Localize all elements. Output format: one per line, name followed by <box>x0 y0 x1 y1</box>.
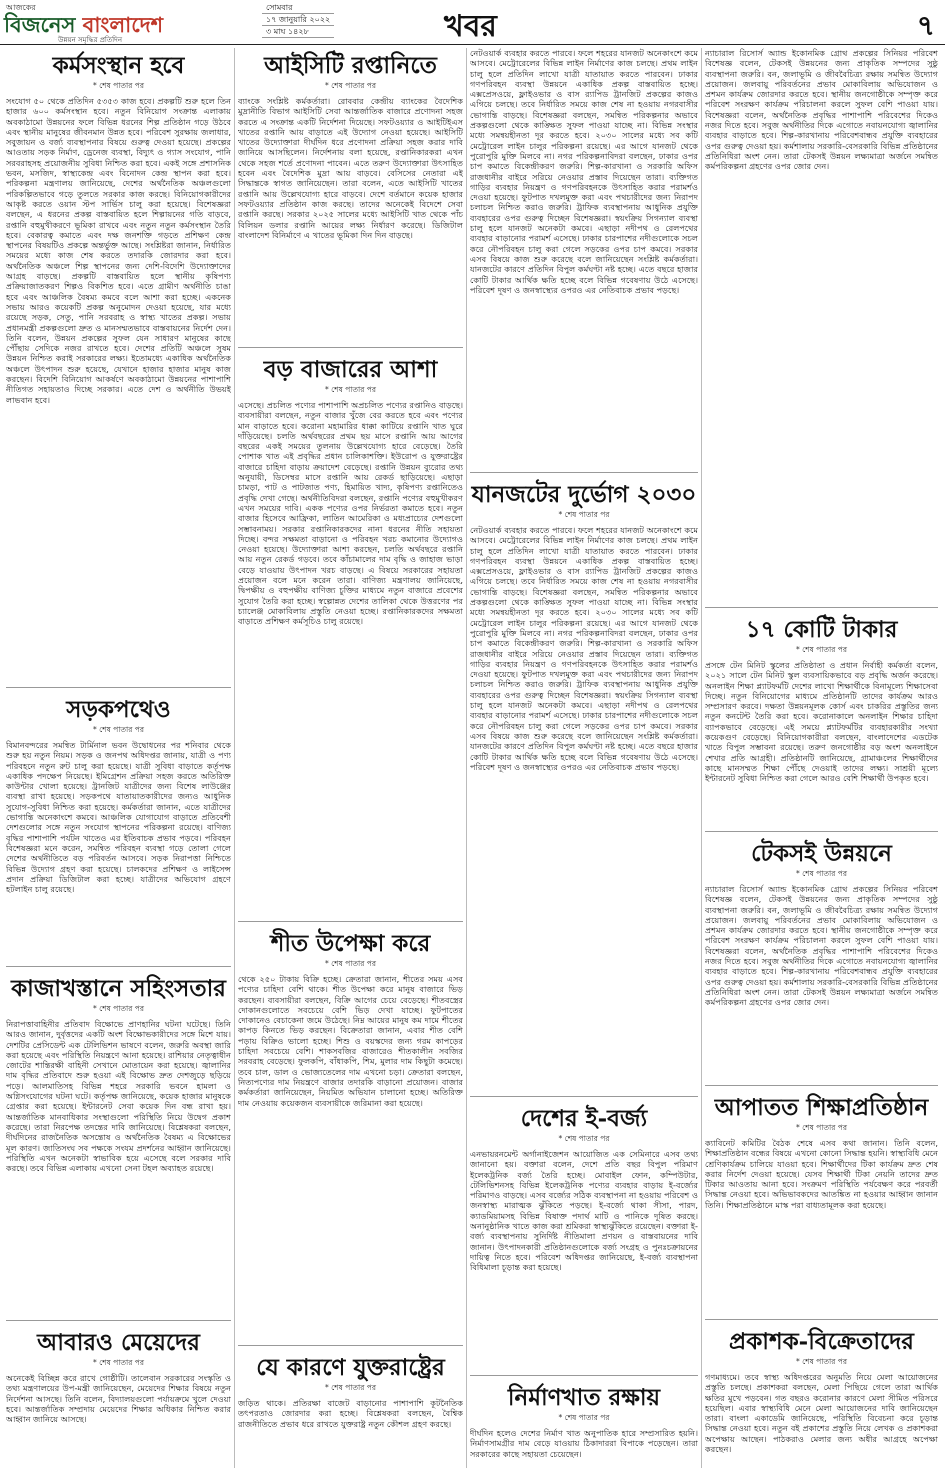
column-divider <box>701 48 702 1468</box>
headline: কর্মসংস্থান হবে <box>52 52 185 79</box>
headline: শীত উপেক্ষা করে <box>270 930 431 957</box>
continued-note: * শেষ পাতার পর <box>558 510 610 519</box>
column-2 <box>238 48 463 1468</box>
headline: যে কারণে যুক্তরাষ্ট্রের <box>256 1354 445 1381</box>
continued-note: * শেষ পাতার পর <box>93 81 144 90</box>
article-body: গণমাধ্যমে। তবে স্বাস্থ্য অধিদপ্তরের অনুমতি নিয়ে মেলা আয়োজনের প্রস্তুতি চলছে। প্রকাশকরা বলছেন, মেলা পিছিয়ে গেলে তারা আর্থিক ক্ষতির মুখে পড়বেন। গত বছরও করোনার কারণে মেলা সীমিত পরিসরে হয়েছিল। এবার স্বাস্থ্যবিধি মেনে মেলা আয়োজনের দাবি জানিয়েছেন তারা। বাংলা একাডেমি জানিয়েছে, পরিস্থিতি বিবেচনা করে চূড়ান্ত সিদ্ধান্ত নেওয়া হবে। নতুন বই প্রকাশের প্রস্তুতি নিয়ে লেখক ও প্রকাশকরা অপেক্ষায় আছেন। পাঠকরাও মেলার জন্য অধীর আগ্রহে অপেক্ষা করছেন। <box>705 1372 938 1455</box>
headline: বড় বাজারের আশা <box>263 356 438 383</box>
story-ict <box>238 48 463 343</box>
paper-name-part1: বিজনেস <box>4 12 76 37</box>
article-body: ন্যাচারাল রিসোর্স অ্যান্ড ইকোনমিক গ্রোথ প্রকল্পের সিনিয়র পরিবেশ বিশেষজ্ঞ বলেন, টেকসই উন্নয়নের জন্য প্রাকৃতিক সম্পদের সুষ্ঠু ব্যবস্থাপনা জরুরি। বন, জলাভূমি ও জীববৈচিত্র্য রক্ষায় সমন্বিত উদ্যোগ প্রয়োজন। জলবায়ু পরিবর্তনের প্রভাব মোকাবিলায় অভিযোজন ও প্রশমন কার্যক্রম জোরদার করতে হবে। স্থানীয় জনগোষ্ঠীকে সম্পৃক্ত করে পরিবেশ সংরক্ষণ কার্যক্রম পরিচালনা করলে সুফল বেশি পাওয়া যায়। বিশেষজ্ঞরা বলেন, অর্থনৈতিক প্রবৃদ্ধির পাশাপাশি পরিবেশের দিকেও নজর দিতে হবে। সবুজ অর্থনীতির দিকে এগোতে নবায়নযোগ্য জ্বালানির ব্যবহার বাড়াতে হবে। শিল্প-কারখানায় পরিবেশবান্ধব প্রযুক্তি ব্যবহারের ওপর গুরুত্ব দেওয়া হয়। কর্মশালায় সরকারি-বেসরকারি বিভিন্ন প্রতিষ্ঠানের প্রতিনিধিরা অংশ নেন। তারা টেকসই উন্নয়ন লক্ষ্যমাত্রা অর্জনে সমন্বিত কর্মপরিকল্পনা গ্রহণের ওপর জোর দেন। <box>705 884 938 1008</box>
continued-note: * শেষ পাতার পর <box>325 81 376 90</box>
masthead <box>0 0 945 45</box>
story-sheet <box>238 926 463 1341</box>
headline: কাজাখস্তানে সহিংসতার <box>11 975 226 1002</box>
divider <box>470 472 698 473</box>
paper-name-part2: বাংলাদেশ <box>82 12 164 37</box>
paper-tagline: উন্নয়ন সমৃদ্ধির প্রতিদিন <box>58 36 123 44</box>
divider <box>705 831 938 832</box>
story-jam <box>470 477 698 1092</box>
headline: সড়কপথেও <box>66 696 171 723</box>
divider <box>238 347 463 348</box>
continued-note: * শেষ পাতার পর <box>325 1383 376 1392</box>
article-body: জড়িত থাকে। প্রতিরক্ষা বাজেট বাড়ানোর পাশাপাশি কূটনৈতিক তৎপরতাও জোরদার করা হচ্ছে। বিশ্লেষকরা বলছেন, বৈশ্বিক রাজনীতিতে প্রভাব ধরে রাখতে যুক্তরাষ্ট্র নতুন কৌশল গ্রহণ করছে। <box>238 1398 463 1429</box>
continued-note: * শেষ পাতার পর <box>796 1123 847 1132</box>
story-ewaste <box>470 1101 698 1371</box>
story-abaro <box>6 1325 231 1465</box>
story-usa <box>238 1350 463 1468</box>
weekday: সোমবার <box>262 2 334 14</box>
continued-note: * শেষ পাতার পর <box>558 1413 610 1422</box>
column-divider <box>234 48 235 1468</box>
continued-note: * শেষ পাতার পর <box>93 1004 144 1013</box>
divider <box>705 1085 938 1086</box>
date-box <box>262 2 334 38</box>
page-number: ৭ <box>916 9 935 42</box>
story-continued-top <box>470 48 698 468</box>
continued-note: * শেষ পাতার পর <box>796 1357 847 1366</box>
story-sorok <box>6 692 231 962</box>
story-karmo <box>6 48 231 683</box>
section-logo: খবর <box>444 9 497 44</box>
continued-note: * শেষ পাতার পর <box>796 645 847 654</box>
article-body: এসেছে। প্রচলিত পণ্যের পাশাপাশি অপ্রচলিত পণ্যের রপ্তানিও বাড়ছে। ব্যবসায়ীরা বলছেন, নতুন বাজার খুঁজে বের করতে হবে এবং পণ্যের মান বাড়াতে হবে। করোনা মহামারির ধাক্কা কাটিয়ে রপ্তানি খাত ঘুরে দাঁড়িয়েছে। চলতি অর্থবছরের প্রথম ছয় মাসে রপ্তানি আয় আগের বছরের একই সময়ের তুলনায় উল্লেখযোগ্য হারে বেড়েছে। তৈরি পোশাক খাত এই প্রবৃদ্ধির প্রধান চালিকাশক্তি। ইউরোপ ও যুক্তরাষ্ট্রের বাজারে চাহিদা বাড়ায় ক্রয়াদেশ বেড়েছে। রপ্তানি উন্নয়ন ব্যুরোর তথ্য অনুযায়ী, ডিসেম্বর মাসে রপ্তানি আয় রেকর্ড ছাড়িয়েছে। এছাড়া চামড়া, পাট ও পাটজাত পণ্য, হিমায়িত খাদ্য, কৃষিপণ্য রপ্তানিতেও প্রবৃদ্ধি দেখা গেছে। অর্থনীতিবিদরা বলছেন, রপ্তানি পণ্যের বহুমুখীকরণ এখন সময়ের দাবি। একক পণ্যের ওপর নির্ভরতা কমাতে হবে। নতুন বাজার হিসেবে আফ্রিকা, লাতিন আমেরিকা ও মধ্যপ্রাচ্যের দেশগুলো সম্ভাবনাময়। সরকার রপ্তানিকারকদের নানা ধরনের নীতি সহায়তা দিচ্ছে। বন্দর সক্ষমতা বাড়ানো ও পরিবহন খরচ কমানোর উদ্যোগও নেওয়া হয়েছে। উদ্যোক্তারা আশা করছেন, চলতি অর্থবছরে রপ্তানি আয় নতুন রেকর্ড গড়বে। তবে কাঁচামালের দাম বৃদ্ধি ও জাহাজ ভাড়া বেড়ে যাওয়ায় উৎপাদন খরচ বাড়ছে। এ বিষয়ে সরকারের সহায়তা প্রয়োজন বলে মনে করেন তারা। বাণিজ্য মন্ত্রণালয় জানিয়েছে, দ্বিপক্ষীয় ও বহুপক্ষীয় বাণিজ্য চুক্তির মাধ্যমে নতুন বাজারে প্রবেশের সুযোগ তৈরি করা হচ্ছে। স্বল্পোন্নত দেশের তালিকা থেকে উত্তরণের পর চ্যালেঞ্জ মোকাবিলায় প্রস্তুতি নেওয়া হচ্ছে। রপ্তানিকারকদের সক্ষমতা বাড়াতে প্রশিক্ষণ কর্মসূচিও চালু রয়েছে। <box>238 400 463 627</box>
divider <box>238 1345 463 1346</box>
article-body: নেটওয়ার্ক ব্যবহার করতে পারবে। ফলে শহরের যানজট অনেকাংশে কমে আসবে। মেট্রোরেলের বিভিন্ন লাইন নির্মাণের কাজ চলছে। প্রথম লাইন চালু হলে প্রতিদিন লাখো যাত্রী যাতায়াত করতে পারবেন। ঢাকার গণপরিবহন ব্যবস্থা উন্নয়নে একাধিক প্রকল্প বাস্তবায়িত হচ্ছে। এক্সপ্রেসওয়ে, ফ্লাইওভার ও বাস র‍্যাপিড ট্রানজিট প্রকল্পের কাজও এগিয়ে চলছে। তবে নির্ধারিত সময়ে কাজ শেষ না হওয়ায় নগরবাসীর ভোগান্তি বাড়ছে। বিশেষজ্ঞরা বলছেন, সমন্বিত পরিকল্পনার অভাবে প্রকল্পগুলো থেকে কাঙ্ক্ষিত সুফল পাওয়া যাচ্ছে না। বিভিন্ন সংস্থার মধ্যে সমন্বয়হীনতা দূর করতে হবে। ২০৩০ সালের মধ্যে সব কটি মেট্রোরেল লাইন চালুর পরিকল্পনা রয়েছে। এর আগে যানজট থেকে পুরোপুরি মুক্তি মিলবে না। নগর পরিকল্পনাবিদরা বলছেন, ঢাকার ওপর চাপ কমাতে বিকেন্দ্রীকরণ জরুরি। শিল্প-কারখানা ও সরকারি অফিস রাজধানীর বাইরে সরিয়ে নেওয়ার প্রস্তাব দিয়েছেন তারা। ব্যক্তিগত গাড়ির ব্যবহার নিয়ন্ত্রণ ও গণপরিবহনকে উৎসাহিত করার পরামর্শও দেওয়া হয়েছে। ফুটপাত দখলমুক্ত করা এবং পথচারীদের জন্য নিরাপদ চলাচল নিশ্চিত করাও জরুরি। ট্রাফিক ব্যবস্থাপনায় আধুনিক প্রযুক্তি ব্যবহারের ওপর গুরুত্ব দিচ্ছেন বিশেষজ্ঞরা। স্বয়ংক্রিয় সিগন্যাল ব্যবস্থা চালু হলে যানজট অনেকটা কমবে। এছাড়া নদীপথ ও রেলপথের ব্যবহার বাড়ানোর পরামর্শ এসেছে। ঢাকার চারপাশের নদীগুলোকে সচল করে নৌপরিবহন চালু করা গেলে সড়কের ওপর চাপ কমবে। সরকার এসব বিষয়ে কাজ শুরু করেছে বলে জানিয়েছেন সংশ্লিষ্ট কর্মকর্তারা। যানজটের কারণে প্রতিদিন বিপুল কর্মঘণ্টা নষ্ট হচ্ছে। এতে বছরে হাজার কোটি টাকার আর্থিক ক্ষতি হচ্ছে বলে বিভিন্ন গবেষণায় উঠে এসেছে। পরিবেশ দূষণ ও জনস্বাস্থ্যের ওপরও এর নেতিবাচক প্রভাব পড়ছে। <box>470 48 698 295</box>
divider <box>705 607 938 608</box>
divider <box>6 966 231 967</box>
headline: আবারও মেয়েদের <box>37 1329 200 1356</box>
date-bengali: ৩ মাঘ ১৪২৮ <box>262 26 334 38</box>
article-body: সংযোগ ৫০ থেকে প্রতিদিন ৫৩৫৩ কাজ হবে। প্রকল্পটি শুরু হলে তিন হাজার ৬০০ কর্মসংস্থান হবে। নতুন বিনিয়োগ সংক্রান্ত এলাকায় অবকাঠামো উন্নয়নের ফলে বিভিন্ন ধরনের শিল্প প্রতিষ্ঠান গড়ে উঠবে এবং স্থানীয় মানুষের জীবনমান উন্নত হবে। পরিবেশ সুরক্ষায় জলাধার, সবুজায়ন ও বর্জ্য ব্যবস্থাপনার বিষয়ে গুরুত্ব দেওয়া হয়েছে। প্রকল্পের আওতায় সড়ক নির্মাণ, ড্রেনেজ ব্যবস্থা, বিদ্যুৎ ও গ্যাস সংযোগ, পানি সরবরাহসহ প্রয়োজনীয় সুবিধা নিশ্চিত করা হবে। একই সঙ্গে প্রশাসনিক ভবন, মসজিদ, স্বাস্থ্যকেন্দ্র এবং বিনোদন কেন্দ্র স্থাপন করা হবে। পরিকল্পনা মন্ত্রণালয় জানিয়েছে, দেশের অর্থনৈতিক অঞ্চলগুলো পরিকল্পিতভাবে গড়ে তুলতে সরকার কাজ করছে। বিনিয়োগকারীদের আকৃষ্ট করতে ওয়ান স্টপ সার্ভিস চালু করা হয়েছে। বিশেষজ্ঞরা বলছেন, এ ধরনের প্রকল্প বাস্তবায়িত হলে শিল্পায়নের গতি বাড়বে, রপ্তানি বহুমুখীকরণে ভূমিকা রাখবে এবং নতুন নতুন কর্মসংস্থান তৈরি হবে। বেকারত্ব কমাতে এবং দক্ষ জনশক্তি গড়তে প্রশিক্ষণ কেন্দ্র স্থাপনের বিষয়টিও প্রকল্পে অন্তর্ভুক্ত আছে। সংশ্লিষ্টরা জানান, নির্ধারিত সময়ের মধ্যে কাজ শেষ করতে তদারকি জোরদার করা হবে। অর্থনৈতিক অঞ্চলে শিল্প স্থাপনের জন্য দেশি-বিদেশি উদ্যোক্তাদের আগ্রহ বাড়ছে। প্রকল্পটি বাস্তবায়িত হলে স্থানীয় কৃষিপণ্য প্রক্রিয়াজাতকরণ শিল্পও বিকশিত হবে। এতে গ্রামীণ অর্থনীতি চাঙা হবে এবং আঞ্চলিক বৈষম্য কমবে বলে আশা করা হচ্ছে। একনেক সভায় আরও কয়েকটি প্রকল্প অনুমোদন দেওয়া হয়েছে, যার মধ্যে রয়েছে সড়ক, সেতু, পানি সরবরাহ ও স্বাস্থ্য খাতের প্রকল্প। সভায় প্রধানমন্ত্রী প্রকল্পগুলো দ্রুত ও মানসম্মতভাবে বাস্তবায়নের নির্দেশ দেন। তিনি বলেন, উন্নয়ন প্রকল্পের সুফল যেন সাধারণ মানুষের কাছে পৌঁছায় সেদিকে নজর রাখতে হবে। দেশের প্রতিটি অঞ্চলে সুষম উন্নয়ন নিশ্চিত করাই সরকারের লক্ষ্য। ইতোমধ্যে একাধিক অর্থনৈতিক অঞ্চলে উৎপাদন শুরু হয়েছে, যেখানে হাজার হাজার মানুষ কাজ করছেন। বিদেশি বিনিয়োগ আকর্ষণে অবকাঠামো উন্নয়নের পাশাপাশি নীতিগত সহায়তাও দিচ্ছে সরকার। এতে দেশ ও অর্থনীতি উভয়ই লাভবান হবে। <box>6 96 231 405</box>
continued-note: * শেষ পাতার পর <box>93 1358 144 1367</box>
story-borobazar <box>238 352 463 917</box>
headline: প্রকাশক-বিক্রেতাদের <box>729 1328 914 1355</box>
column-1 <box>6 48 231 1468</box>
headline: ১৭ কোটি টাকার <box>745 616 898 643</box>
continued-note: * শেষ পাতার পর <box>558 1134 610 1143</box>
story-school <box>705 1090 938 1315</box>
date-english: ১৭ জানুয়ারি ২০২২ <box>262 14 334 26</box>
continued-note: * শেষ পাতার পর <box>796 869 847 878</box>
headline: যানজটের দুর্ভোগ ২০৩০ <box>471 481 697 508</box>
article-body: ক্যাবিনেট কমিটির বৈঠক শেষে এসব কথা জানান। তিনি বলেন, শিক্ষাপ্রতিষ্ঠান বন্ধের বিষয়ে এখনো কোনো সিদ্ধান্ত হয়নি। স্বাস্থ্যবিধি মেনে শ্রেণিকার্যক্রম চালিয়ে যাওয়া হবে। শিক্ষার্থীদের টিকা কার্যক্রম দ্রুত শেষ করার নির্দেশ দেওয়া হয়েছে। যেসব শিক্ষার্থী টিকা নেয়নি তাদের দ্রুত টিকার আওতায় আনা হবে। সংক্রমণ পরিস্থিতি পর্যবেক্ষণ করে পরবর্তী সিদ্ধান্ত নেওয়া হবে। অভিভাবকদের আতঙ্কিত না হওয়ার আহ্বান জানান তিনি। শিক্ষাপ্রতিষ্ঠানে মাস্ক পরা বাধ্যতামূলক করা হয়েছে। <box>705 1138 938 1210</box>
article-body: অনেকেই বিচ্ছিন্ন করে রাখে গোষ্ঠীটি। তালেবান সরকারের সংস্কৃতি ও তথ্য মন্ত্রণালয়ের উপ-মন্ত্রী জানিয়েছেন, মেয়েদের শিক্ষার বিষয়ে নতুন নির্দেশনা আসছে। তিনি বলেন, বিদ্যালয়গুলো পর্যায়ক্রমে খুলে দেওয়া হবে। আন্তর্জাতিক সম্প্রদায় মেয়েদের শিক্ষার অধিকার নিশ্চিত করার আহ্বান জানিয়ে আসছে। <box>6 1373 231 1425</box>
divider <box>6 687 231 688</box>
paper-small-label: আজকের <box>6 3 36 12</box>
headline: নির্মাণখাত রক্ষায় <box>507 1384 661 1411</box>
article-body: ব্যাংকে সংশ্লিষ্ট কর্মকর্তারা। রোববার কেন্দ্রীয় ব্যাংকের বৈদেশিক মুদ্রানীতি বিভাগ আইসিটি সেবা আন্তর্জাতিক বাজারে প্রণোদনা সহজ করতে এ সংক্রান্ত একটি নির্দেশনা দিয়েছে। সফটওয়্যার ও আইটিইএস খাতের রপ্তানি আয় বাড়াতে এই উদ্যোগ নেওয়া হয়েছে। আইসিটি খাতের উদ্যোক্তারা দীর্ঘদিন ধরে প্রণোদনা প্রক্রিয়া সহজ করার দাবি জানিয়ে আসছিলেন। নির্দেশনায় বলা হয়েছে, রপ্তানিকারকরা এখন থেকে সহজ শর্তে প্রণোদনা পাবেন। এতে তরুণ উদ্যোক্তারা উৎসাহিত হবেন এবং বৈদেশিক মুদ্রা আয় বাড়বে। বেসিসের নেতারা এই সিদ্ধান্তকে স্বাগত জানিয়েছেন। তারা বলেন, এতে আইসিটি খাতের রপ্তানি আয় উল্লেখযোগ্য হারে বাড়বে। দেশে বর্তমানে কয়েক হাজার সফটওয়্যার প্রতিষ্ঠান কাজ করছে। তাদের অনেকেই বিদেশে সেবা রপ্তানি করছে। সরকার ২০২৫ সালের মধ্যে আইসিটি খাত থেকে পাঁচ বিলিয়ন ডলার রপ্তানি আয়ের লক্ষ্য নির্ধারণ করেছে। ডিজিটাল বাংলাদেশ বিনির্মাণে এ খাতের ভূমিকা দিন দিন বাড়ছে। <box>238 96 463 240</box>
article-body: এনভায়রনমেন্ট অর্গানাইজেশন আয়োজিত এক সেমিনারে এসব তথ্য জানানো হয়। বক্তারা বলেন, দেশে প্রতি বছর বিপুল পরিমাণ ইলেকট্রনিক বর্জ্য তৈরি হচ্ছে। মোবাইল ফোন, কম্পিউটার, টেলিভিশনসহ বিভিন্ন ইলেকট্রনিক পণ্যের ব্যবহার বাড়ায় ই-বর্জ্যের পরিমাণও বাড়ছে। এসব বর্জ্যের সঠিক ব্যবস্থাপনা না হওয়ায় পরিবেশ ও জনস্বাস্থ্য মারাত্মক ঝুঁকিতে পড়ছে। ই-বর্জ্যে থাকা সীসা, পারদ, ক্যাডমিয়ামসহ বিভিন্ন বিষাক্ত পদার্থ মাটি ও পানিকে দূষিত করছে। অনানুষ্ঠানিক খাতে কাজ করা শ্রমিকরা স্বাস্থ্যঝুঁকিতে রয়েছেন। বক্তারা ই-বর্জ্য ব্যবস্থাপনায় সুনির্দিষ্ট নীতিমালা প্রণয়ন ও বাস্তবায়নের দাবি জানান। উৎপাদনকারী প্রতিষ্ঠানগুলোকে বর্জ্য সংগ্রহ ও পুনঃচক্রায়নের দায়িত্ব নিতে হবে। পরিবেশ অধিদপ্তর জানিয়েছে, ই-বর্জ্য ব্যবস্থাপনা বিধিমালা চূড়ান্ত করা হয়েছে। <box>470 1149 698 1273</box>
story-construction <box>470 1380 698 1468</box>
divider <box>705 1319 938 1320</box>
story-kazakhstan <box>6 971 231 1316</box>
article-body: থেকে ২৫০ টাকায় বিক্রি হচ্ছে। ক্রেতারা জানান, শীতের সময় এসব পণ্যের চাহিদা বেশি থাকে। শীত উপেক্ষা করে মানুষ বাজারে ভিড় করছেন। ব্যবসায়ীরা বলছেন, বিক্রি আগের চেয়ে বেড়েছে। শীতবস্ত্রের দোকানগুলোতে সবচেয়ে বেশি ভিড় দেখা যাচ্ছে। ফুটপাতের দোকানেও বেচাকেনা জমে উঠেছে। নিম্ন আয়ের মানুষ কম দামে শীতের কাপড় কিনতে ভিড় করছেন। বিক্রেতারা জানান, এবার শীত বেশি পড়ায় বিক্রিও ভালো হচ্ছে। শিশু ও বয়স্কদের জন্য গরম কাপড়ের চাহিদা সবচেয়ে বেশি। শাকসবজির বাজারেও শীতকালীন সবজির সরবরাহ বেড়েছে। ফুলকপি, বাঁধাকপি, শিম, মুলার দাম কিছুটা কমেছে। তবে চাল, ডাল ও ভোজ্যতেলের দাম এখনো চড়া। ক্রেতারা বলছেন, নিত্যপণ্যের দাম নিয়ন্ত্রণে বাজার তদারকি বাড়ানো প্রয়োজন। বাজার কর্মকর্তারা জানিয়েছেন, নিয়মিত অভিযান চালানো হচ্ছে। অতিরিক্ত দাম নেওয়ায় কয়েকজন ব্যবসায়ীকে জরিমানা করা হয়েছে। <box>238 974 463 1108</box>
story-publisher <box>705 1324 938 1468</box>
column-divider <box>466 48 467 1468</box>
continued-note: * শেষ পাতার পর <box>93 725 144 734</box>
story-texas <box>705 836 938 1081</box>
divider <box>470 1375 698 1376</box>
continued-note: * শেষ পাতার পর <box>325 385 376 394</box>
headline: আইসিটি রপ্তানিতে <box>264 52 437 79</box>
divider <box>238 921 463 922</box>
story-crore <box>705 612 938 827</box>
column-4 <box>705 48 938 1468</box>
article-body: দীর্ঘদিন হলেও দেশের নির্মাণ খাত অনুপাতিক হারে সম্প্রসারিত হয়নি। নির্মাণসামগ্রীর দাম বেড়ে যাওয়ায় ঠিকাদাররা বিপাকে পড়েছেন। তারা সরকারের কাছে সহায়তা চেয়েছেন। <box>470 1428 698 1459</box>
column-3 <box>470 48 698 1468</box>
article-body: নিরাপত্তাবাহিনীর প্রতিবাদ বিক্ষোভে প্রাণহানির ঘটনা ঘটেছে। তিনি আরও জানান, দুর্বৃত্তদের একটি অংশ বিক্ষোভকারীদের সঙ্গে মিশে যায়। দেশটির প্রেসিডেন্ট এক টেলিভিশন ভাষণে বলেন, জরুরি অবস্থা জারি করা হয়েছে এবং পরিস্থিতি নিয়ন্ত্রণে আনা হয়েছে। রাশিয়ার নেতৃত্বাধীন জোটের শান্তিরক্ষী বাহিনী সেখানে মোতায়েন করা হয়েছে। জ্বালানির দাম বৃদ্ধির প্রতিবাদে শুরু হওয়া এই বিক্ষোভ দ্রুত দেশজুড়ে ছড়িয়ে পড়ে। আলমাতিসহ বিভিন্ন শহরে সরকারি ভবনে হামলা ও অগ্নিসংযোগের ঘটনা ঘটে। কর্তৃপক্ষ জানিয়েছে, কয়েক হাজার মানুষকে গ্রেপ্তার করা হয়েছে। ইন্টারনেট সেবা কয়েক দিন বন্ধ রাখা হয়। আন্তর্জাতিক মানবাধিকার সংস্থাগুলো পরিস্থিতি নিয়ে উদ্বেগ প্রকাশ করেছে। তারা নিরপেক্ষ তদন্তের দাবি জানিয়েছে। বিশ্লেষকরা বলছেন, দীর্ঘদিনের রাজনৈতিক অসন্তোষ ও অর্থনৈতিক বৈষম্য এ বিক্ষোভের মূল কারণ। জাতিসংঘ সব পক্ষকে সংযম প্রদর্শনের আহ্বান জানিয়েছে। পরিস্থিতি এখন অনেকটা স্বাভাবিক হয়ে এসেছে বলে সরকার দাবি করছে। তবে বিভিন্ন এলাকায় এখনো সেনা টহল অব্যাহত রয়েছে। <box>6 1019 231 1174</box>
divider <box>6 1320 231 1321</box>
story-continued-top <box>705 48 938 603</box>
divider <box>470 1096 698 1097</box>
headline: দেশের ই-বর্জ্য <box>520 1105 648 1132</box>
article-body: বিমানবন্দরের সমন্বিত টার্মিনাল ভবন উদ্বোধনের পর শনিবার থেকে শুরু হয় নতুন নিয়ম। সড়ক ও জনপথ অধিদপ্তর জানায়, যাত্রী ও পণ্য পরিবহনে নতুন রুট চালু করা হয়েছে। যাত্রী সুবিধা বাড়াতে কর্তৃপক্ষ একাধিক পদক্ষেপ নিয়েছে। ইমিগ্রেশন প্রক্রিয়া সহজ করতে অতিরিক্ত কাউন্টার খোলা হয়েছে। ট্রানজিট যাত্রীদের জন্য বিশেষ লাউঞ্জের ব্যবস্থা রাখা হয়েছে। সড়কপথে যাতায়াতকারীদের জন্যও আধুনিক সুযোগ-সুবিধা নিশ্চিত করা হয়েছে। কর্মকর্তারা জানান, এতে যাত্রীদের ভোগান্তি অনেকাংশে কমবে। আঞ্চলিক যোগাযোগ বাড়াতে প্রতিবেশী দেশগুলোর সঙ্গে নতুন সংযোগ স্থাপনের পরিকল্পনা রয়েছে। বাণিজ্য বৃদ্ধির পাশাপাশি পর্যটন খাতেও এর ইতিবাচক প্রভাব পড়বে। পরিবহন বিশেষজ্ঞরা মনে করেন, সমন্বিত পরিবহন ব্যবস্থা গড়ে তোলা গেলে দেশের অর্থনীতিতে বড় পরিবর্তন আসবে। সড়ক নিরাপত্তা নিশ্চিতে বিভিন্ন উদ্যোগ গ্রহণ করা হয়েছে। চালকদের প্রশিক্ষণ ও লাইসেন্স প্রদান প্রক্রিয়া ডিজিটাল করা হচ্ছে। যাত্রীদের অভিযোগ গ্রহণে হটলাইন চালু রয়েছে। <box>6 740 231 895</box>
article-body: নেটওয়ার্ক ব্যবহার করতে পারবে। ফলে শহরের যানজট অনেকাংশে কমে আসবে। মেট্রোরেলের বিভিন্ন লাইন নির্মাণের কাজ চলছে। প্রথম লাইন চালু হলে প্রতিদিন লাখো যাত্রী যাতায়াত করতে পারবেন। ঢাকার গণপরিবহন ব্যবস্থা উন্নয়নে একাধিক প্রকল্প বাস্তবায়িত হচ্ছে। এক্সপ্রেসওয়ে, ফ্লাইওভার ও বাস র‍্যাপিড ট্রানজিট প্রকল্পের কাজও এগিয়ে চলছে। তবে নির্ধারিত সময়ে কাজ শেষ না হওয়ায় নগরবাসীর ভোগান্তি বাড়ছে। বিশেষজ্ঞরা বলছেন, সমন্বিত পরিকল্পনার অভাবে প্রকল্পগুলো থেকে কাঙ্ক্ষিত সুফল পাওয়া যাচ্ছে না। বিভিন্ন সংস্থার মধ্যে সমন্বয়হীনতা দূর করতে হবে। ২০৩০ সালের মধ্যে সব কটি মেট্রোরেল লাইন চালুর পরিকল্পনা রয়েছে। এর আগে যানজট থেকে পুরোপুরি মুক্তি মিলবে না। নগর পরিকল্পনাবিদরা বলছেন, ঢাকার ওপর চাপ কমাতে বিকেন্দ্রীকরণ জরুরি। শিল্প-কারখানা ও সরকারি অফিস রাজধানীর বাইরে সরিয়ে নেওয়ার প্রস্তাব দিয়েছেন তারা। ব্যক্তিগত গাড়ির ব্যবহার নিয়ন্ত্রণ ও গণপরিবহনকে উৎসাহিত করার পরামর্শও দেওয়া হয়েছে। ফুটপাত দখলমুক্ত করা এবং পথচারীদের জন্য নিরাপদ চলাচল নিশ্চিত করাও জরুরি। ট্রাফিক ব্যবস্থাপনায় আধুনিক প্রযুক্তি ব্যবহারের ওপর গুরুত্ব দিচ্ছেন বিশেষজ্ঞরা। স্বয়ংক্রিয় সিগন্যাল ব্যবস্থা চালু হলে যানজট অনেকটা কমবে। এছাড়া নদীপথ ও রেলপথের ব্যবহার বাড়ানোর পরামর্শ এসেছে। ঢাকার চারপাশের নদীগুলোকে সচল করে নৌপরিবহন চালু করা গেলে সড়কের ওপর চাপ কমবে। সরকার এসব বিষয়ে কাজ শুরু করেছে বলে জানিয়েছেন সংশ্লিষ্ট কর্মকর্তারা। যানজটের কারণে প্রতিদিন বিপুল কর্মঘণ্টা নষ্ট হচ্ছে। এতে বছরে হাজার কোটি টাকার আর্থিক ক্ষতি হচ্ছে বলে বিভিন্ন গবেষণায় উঠে এসেছে। পরিবেশ দূষণ ও জনস্বাস্থ্যের ওপরও এর নেতিবাচক প্রভাব পড়ছে। <box>470 525 698 772</box>
continued-note: * শেষ পাতার পর <box>325 959 376 968</box>
headline: টেকসই উন্নয়নে <box>751 840 892 867</box>
headline: আপাতত শিক্ষাপ্রতিষ্ঠান <box>714 1094 929 1121</box>
article-body: প্রসঙ্গে টেন মিনিট স্কুলের প্রতিষ্ঠাতা ও প্রধান নির্বাহী কর্মকর্তা বলেন, ২০২১ সালে টেন মিনিট স্কুল ব্যবসায়িকভাবে বড় প্রবৃদ্ধি অর্জন করেছে। অনলাইন শিক্ষা প্ল্যাটফর্মটি দেশের লাখো শিক্ষার্থীকে বিনামূল্যে শিক্ষাসেবা দিচ্ছে। নতুন বিনিয়োগের মাধ্যমে প্রতিষ্ঠানটি তাদের কার্যক্রম আরও সম্প্রসারণ করবে। দক্ষতা উন্নয়নমূলক কোর্স এবং চাকরির প্রস্তুতির জন্য নতুন কনটেন্ট তৈরি করা হবে। করোনাকালে অনলাইন শিক্ষার চাহিদা ব্যাপকভাবে বেড়েছে। এই সময়ে প্ল্যাটফর্মটির ব্যবহারকারীর সংখ্যা কয়েকগুণ বেড়েছে। বিনিয়োগকারীরা বলছেন, বাংলাদেশের এডটেক খাতে বিপুল সম্ভাবনা রয়েছে। তরুণ জনগোষ্ঠীর বড় অংশ অনলাইনে শেখার প্রতি আগ্রহী। প্রতিষ্ঠানটি জানিয়েছে, গ্রামাঞ্চলের শিক্ষার্থীদের কাছে মানসম্মত শিক্ষা পৌঁছে দেওয়াই তাদের লক্ষ্য। সাশ্রয়ী মূল্যে ইন্টারনেট সুবিধা নিশ্চিত করা গেলে আরও বেশি শিক্ষার্থী উপকৃত হবে। <box>705 660 938 784</box>
article-body: ন্যাচারাল রিসোর্স অ্যান্ড ইকোনমিক গ্রোথ প্রকল্পের সিনিয়র পরিবেশ বিশেষজ্ঞ বলেন, টেকসই উন্নয়নের জন্য প্রাকৃতিক সম্পদের সুষ্ঠু ব্যবস্থাপনা জরুরি। বন, জলাভূমি ও জীববৈচিত্র্য রক্ষায় সমন্বিত উদ্যোগ প্রয়োজন। জলবায়ু পরিবর্তনের প্রভাব মোকাবিলায় অভিযোজন ও প্রশমন কার্যক্রম জোরদার করতে হবে। স্থানীয় জনগোষ্ঠীকে সম্পৃক্ত করে পরিবেশ সংরক্ষণ কার্যক্রম পরিচালনা করলে সুফল বেশি পাওয়া যায়। বিশেষজ্ঞরা বলেন, অর্থনৈতিক প্রবৃদ্ধির পাশাপাশি পরিবেশের দিকেও নজর দিতে হবে। সবুজ অর্থনীতির দিকে এগোতে নবায়নযোগ্য জ্বালানির ব্যবহার বাড়াতে হবে। শিল্প-কারখানায় পরিবেশবান্ধব প্রযুক্তি ব্যবহারের ওপর গুরুত্ব দেওয়া হয়। কর্মশালায় সরকারি-বেসরকারি বিভিন্ন প্রতিষ্ঠানের প্রতিনিধিরা অংশ নেন। তারা টেকসই উন্নয়ন লক্ষ্যমাত্রা অর্জনে সমন্বিত কর্মপরিকল্পনা গ্রহণের ওপর জোর দেন। <box>705 48 938 172</box>
